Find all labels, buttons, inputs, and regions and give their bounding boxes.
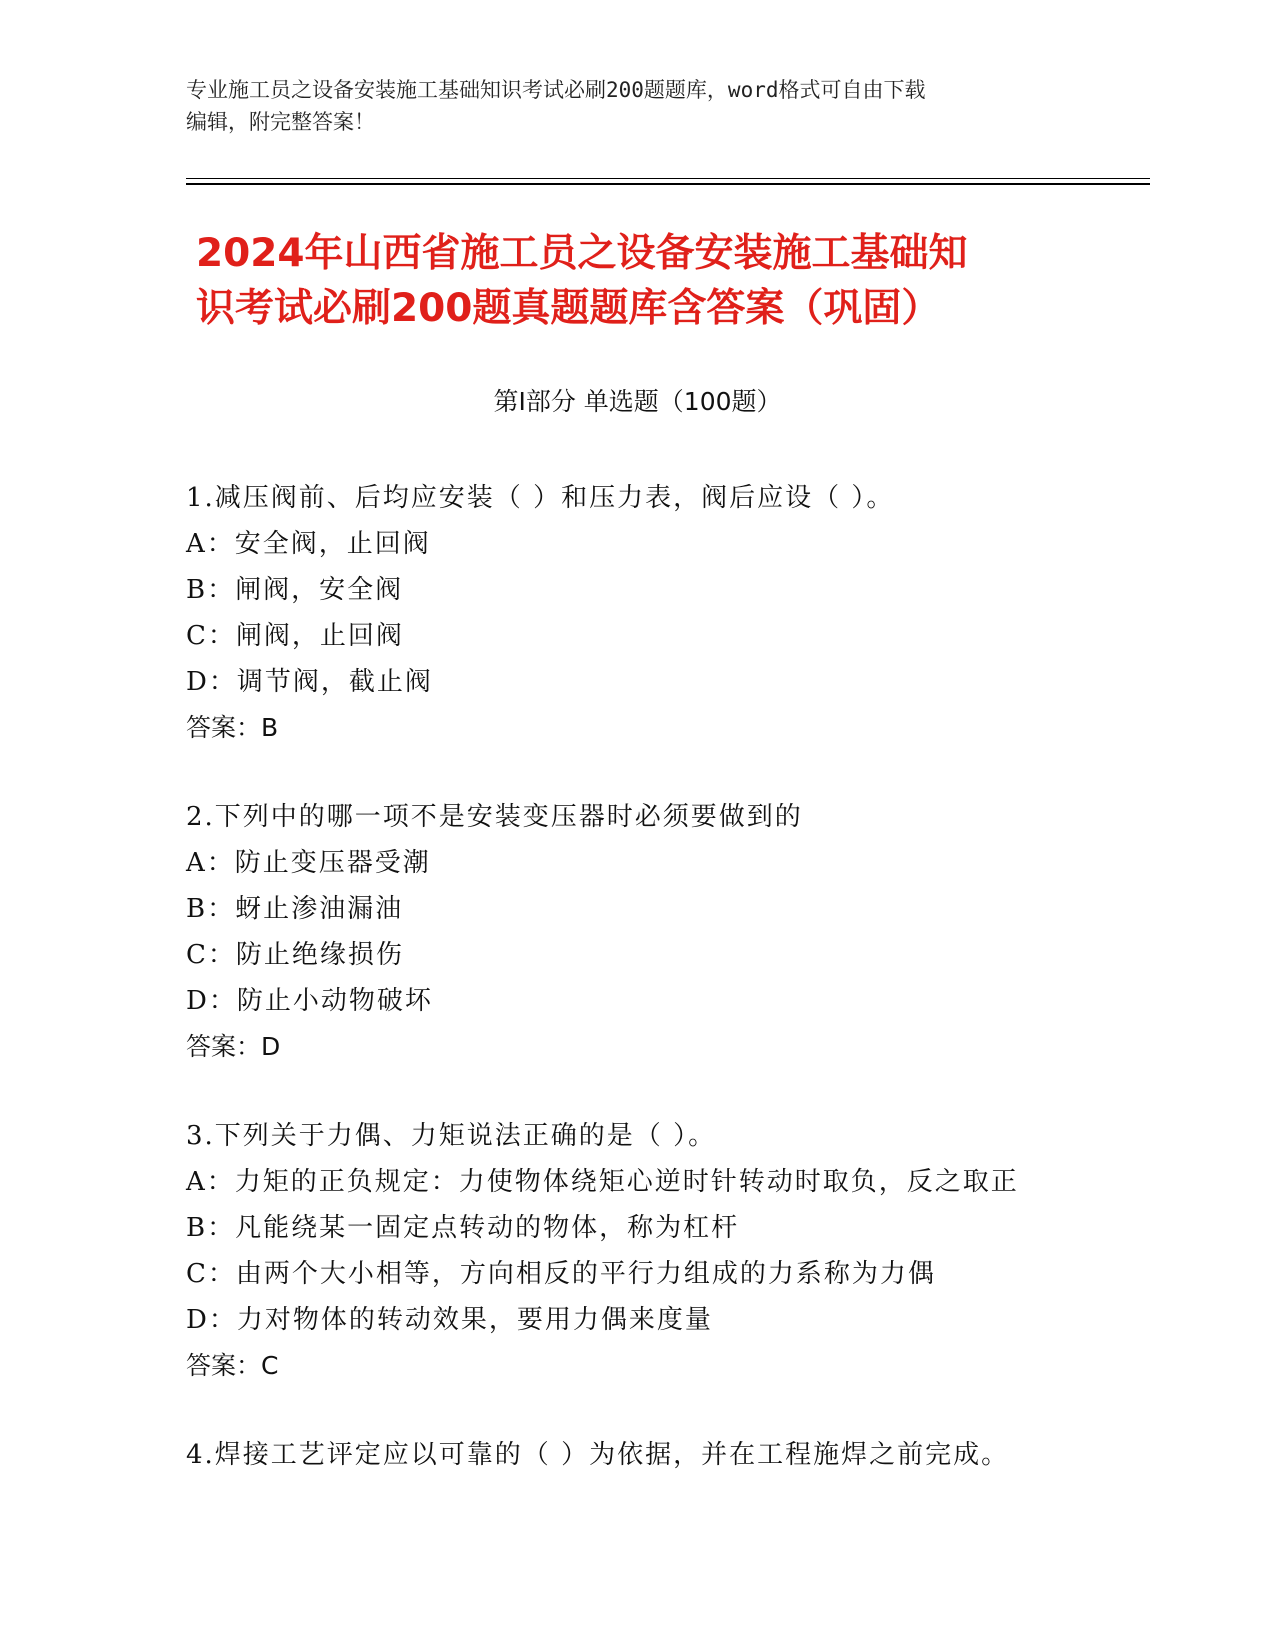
header-rule-top (186, 178, 1150, 179)
header-note-line-2: 编辑，附完整答案！ (186, 110, 375, 134)
question-stem: 1.减压阀前、后均应安装（ ）和压力表，阀后应设（ ）。 (186, 483, 895, 513)
option-b: B：蚜止渗油漏油 (186, 894, 404, 924)
section-title: 第Ⅰ部分 单选题（100题） (493, 387, 782, 416)
question-list (186, 475, 1116, 1521)
header-note (186, 74, 1086, 138)
option-b: B：闸阀，安全阀 (186, 575, 404, 605)
header-note-line-1: 专业施工员之设备安装施工基础知识考试必刷200题题库，word格式可自由下载 (186, 78, 926, 102)
header-rule-bottom (186, 183, 1150, 185)
document-title (196, 226, 1096, 336)
option-a: A：安全阀，止回阀 (186, 529, 431, 559)
option-d: D：防止小动物破坏 (186, 986, 433, 1016)
document-title-line-1: 2024年山西省施工员之设备安装施工基础知 (196, 231, 968, 276)
option-c: C：闸阀，止回阀 (186, 621, 404, 651)
question-2 (186, 794, 1116, 1070)
question-stem: 2.下列中的哪一项不是安装变压器时必须要做到的 (186, 802, 803, 832)
answer: 答案：B (186, 713, 279, 742)
option-d: D：调节阀，截止阀 (186, 667, 433, 697)
option-b: B：凡能绕某一固定点转动的物体，称为杠杆 (186, 1213, 740, 1243)
document-title-line-2: 识考试必刷200题真题题库含答案（巩固） (196, 286, 941, 331)
question-4 (186, 1432, 1116, 1478)
question-stem: 3.下列关于力偶、力矩说法正确的是（ ）。 (186, 1121, 717, 1151)
answer: 答案：D (186, 1032, 281, 1061)
question-3 (186, 1113, 1116, 1389)
question-stem: 4.焊接工艺评定应以可靠的（ ）为依据，并在工程施焊之前完成。 (186, 1440, 1010, 1470)
answer: 答案：C (186, 1351, 279, 1380)
option-c: C：防止绝缘损伤 (186, 940, 404, 970)
option-a: A：防止变压器受潮 (186, 848, 431, 878)
option-a: A：力矩的正负规定：力使物体绕矩心逆时针转动时取负，反之取正 (186, 1167, 1019, 1197)
option-d: D：力对物体的转动效果，要用力偶来度量 (186, 1305, 713, 1335)
question-1 (186, 475, 1116, 751)
option-c: C：由两个大小相等，方向相反的平行力组成的力系称为力偶 (186, 1259, 936, 1289)
